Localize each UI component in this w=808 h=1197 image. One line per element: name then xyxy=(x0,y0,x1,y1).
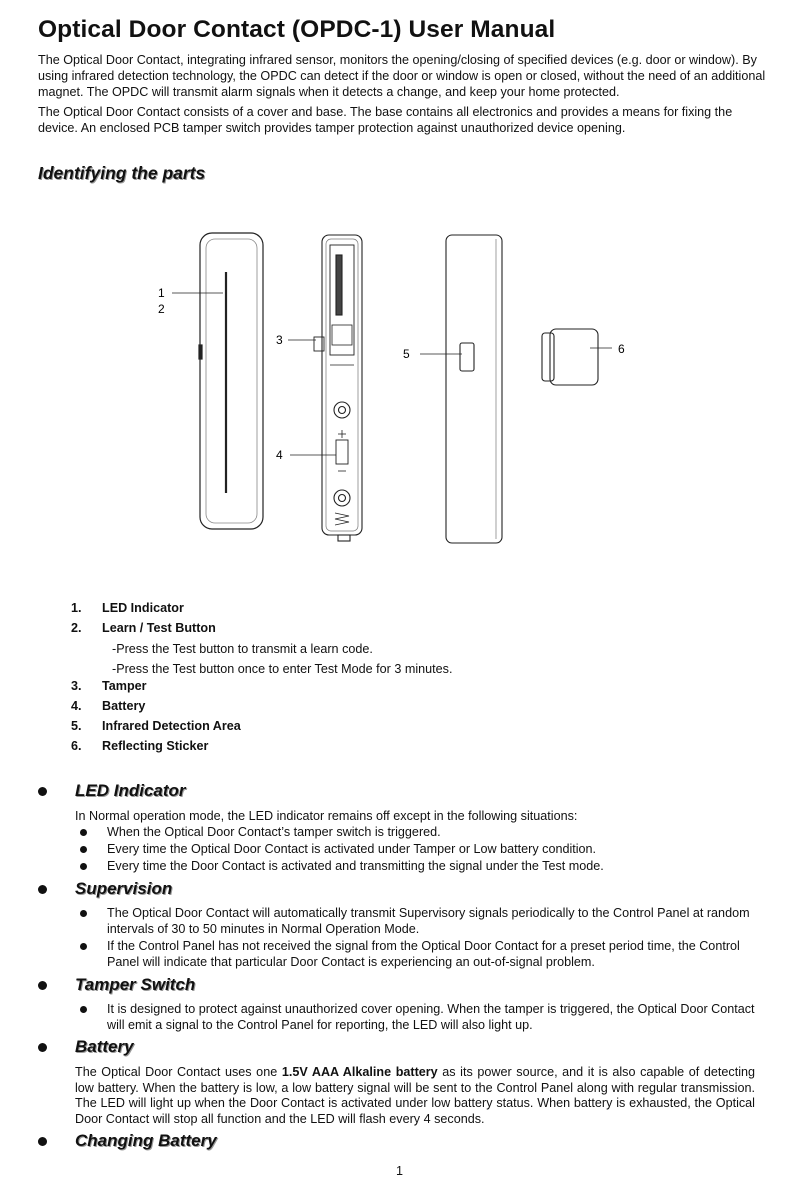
bullet-dot-icon xyxy=(38,981,47,990)
intro-paragraph-2: The Optical Door Contact consists of a cover and base. The base contains all electronics and provides a means for fixing the device. An enclosed PCB tamper switch provides tamper protection against unauthorized device opening. xyxy=(38,105,733,136)
base-illustration xyxy=(314,235,362,541)
battery-text-start: The Optical Door Contact uses one xyxy=(75,1065,282,1079)
list-item-number: 2. xyxy=(71,621,82,635)
callout-3-label: 3 xyxy=(276,333,283,347)
list-item-label: Infrared Detection Area xyxy=(102,719,241,733)
list-item-label: Learn / Test Button xyxy=(102,621,216,635)
reflecting-sticker-illustration xyxy=(542,329,598,385)
device-diagram xyxy=(150,225,650,565)
list-item-number: 6. xyxy=(71,739,82,753)
callout-2 xyxy=(158,302,165,316)
page-title: Optical Door Contact (OPDC-1) User Manual xyxy=(38,16,556,43)
bullet-dot-icon xyxy=(80,910,87,917)
bullet-dot-icon xyxy=(80,863,87,870)
list-item xyxy=(71,679,147,693)
list-item-label: Tamper xyxy=(102,679,147,693)
led-heading-text: LED Indicator xyxy=(75,781,186,800)
supervision-heading-text: Supervision xyxy=(75,879,173,898)
callout-4 xyxy=(276,448,336,462)
parts-heading: Identifying the parts xyxy=(38,163,206,183)
list-item xyxy=(71,621,216,635)
battery-heading-text: Battery xyxy=(75,1037,134,1056)
callout-1-label: 1 xyxy=(158,286,165,300)
bullet-text: Every time the Door Contact is activated and transmitting the signal under the Test mode. xyxy=(107,859,604,873)
bullet-dot-icon xyxy=(80,1006,87,1013)
list-item-number: 1. xyxy=(71,601,82,615)
led-intro: In Normal operation mode, the LED indicator remains off except in the following situations: xyxy=(75,809,578,823)
bullet-text: Every time the Optical Door Contact is activated under Tamper or Low battery condition. xyxy=(107,842,597,856)
callout-4-label: 4 xyxy=(276,448,283,462)
list-item-label: Reflecting Sticker xyxy=(102,739,209,753)
bullet-dot-icon xyxy=(38,885,47,894)
battery-type: 1.5V AAA Alkaline battery xyxy=(281,1065,438,1079)
list-item xyxy=(71,739,208,753)
intro-paragraph-1: The Optical Door Contact, integrating infrared sensor, monitors the opening/closing of specified devices (e.g. door or window). By using infrared detection technology, the OPDC can detect if the door or window is open or closed, without the need of an additional magnet. The OPDC will transmit alarm signals when it detects a change, and keep your home protected. xyxy=(38,53,766,100)
cover-illustration xyxy=(199,233,263,529)
learn-note-1: -Press the Test button to transmit a learn code. xyxy=(112,642,373,656)
list-item-label: Battery xyxy=(102,699,146,713)
bullet-dot-icon xyxy=(80,846,87,853)
callout-5 xyxy=(403,347,462,361)
side-view-illustration xyxy=(446,235,502,543)
learn-note-2: -Press the Test button once to enter Test Mode for 3 minutes. xyxy=(112,662,453,676)
callout-1 xyxy=(158,286,223,300)
list-item xyxy=(71,719,241,733)
bullet-dot-icon xyxy=(80,829,87,836)
callout-5-label: 5 xyxy=(403,347,410,361)
callout-2-label: 2 xyxy=(158,302,165,316)
bullet-text: The Optical Door Contact will automatically transmit Supervisory signals periodically to the Control Panel at random intervals of 30 to 50 minutes in Normal Operation Mode. xyxy=(107,906,750,936)
tamper-heading-text: Tamper Switch xyxy=(75,975,196,994)
changing-battery-heading-text: Changing Battery xyxy=(75,1131,217,1150)
bullet-dot-icon xyxy=(38,1137,47,1146)
bullet-dot-icon xyxy=(38,787,47,796)
battery-text-end: as its power source, and it is also capable of detecting low battery. When the battery is low, a low battery signal will be sent to the Control Panel along with regular transmission. The LED will light up when the Door Contact is activated under low battery status. When battery is exhausted, the Optical Door Contact will stop all function and the LED will flash every 4 seconds. xyxy=(75,1065,755,1126)
list-item-number: 4. xyxy=(71,699,82,713)
bullet-text: It is designed to protect against unauthorized cover opening. When the tamper is triggered, the Optical Door Contact will emit a signal to the Control Panel for reporting, the LED will also light up. xyxy=(107,1002,755,1032)
list-item xyxy=(71,601,184,615)
list-item-number: 3. xyxy=(71,679,82,693)
list-item-label: LED Indicator xyxy=(102,601,184,615)
callout-6-label: 6 xyxy=(618,342,625,356)
bullet-text: When the Optical Door Contact’s tamper switch is triggered. xyxy=(107,825,441,839)
callout-3 xyxy=(276,333,316,347)
list-item xyxy=(71,699,145,713)
bullet-dot-icon xyxy=(80,943,87,950)
battery-paragraph xyxy=(75,1065,755,1127)
list-item-number: 5. xyxy=(71,719,82,733)
bullet-text: If the Control Panel has not received the signal from the Optical Door Contact for a preset period time, the Control Panel will indicate that particular Door Contact is experiencing an out-of-signal problem. xyxy=(107,939,740,969)
page-number: 1 xyxy=(396,1164,404,1178)
callout-6 xyxy=(590,342,625,356)
bullet-dot-icon xyxy=(38,1043,47,1052)
